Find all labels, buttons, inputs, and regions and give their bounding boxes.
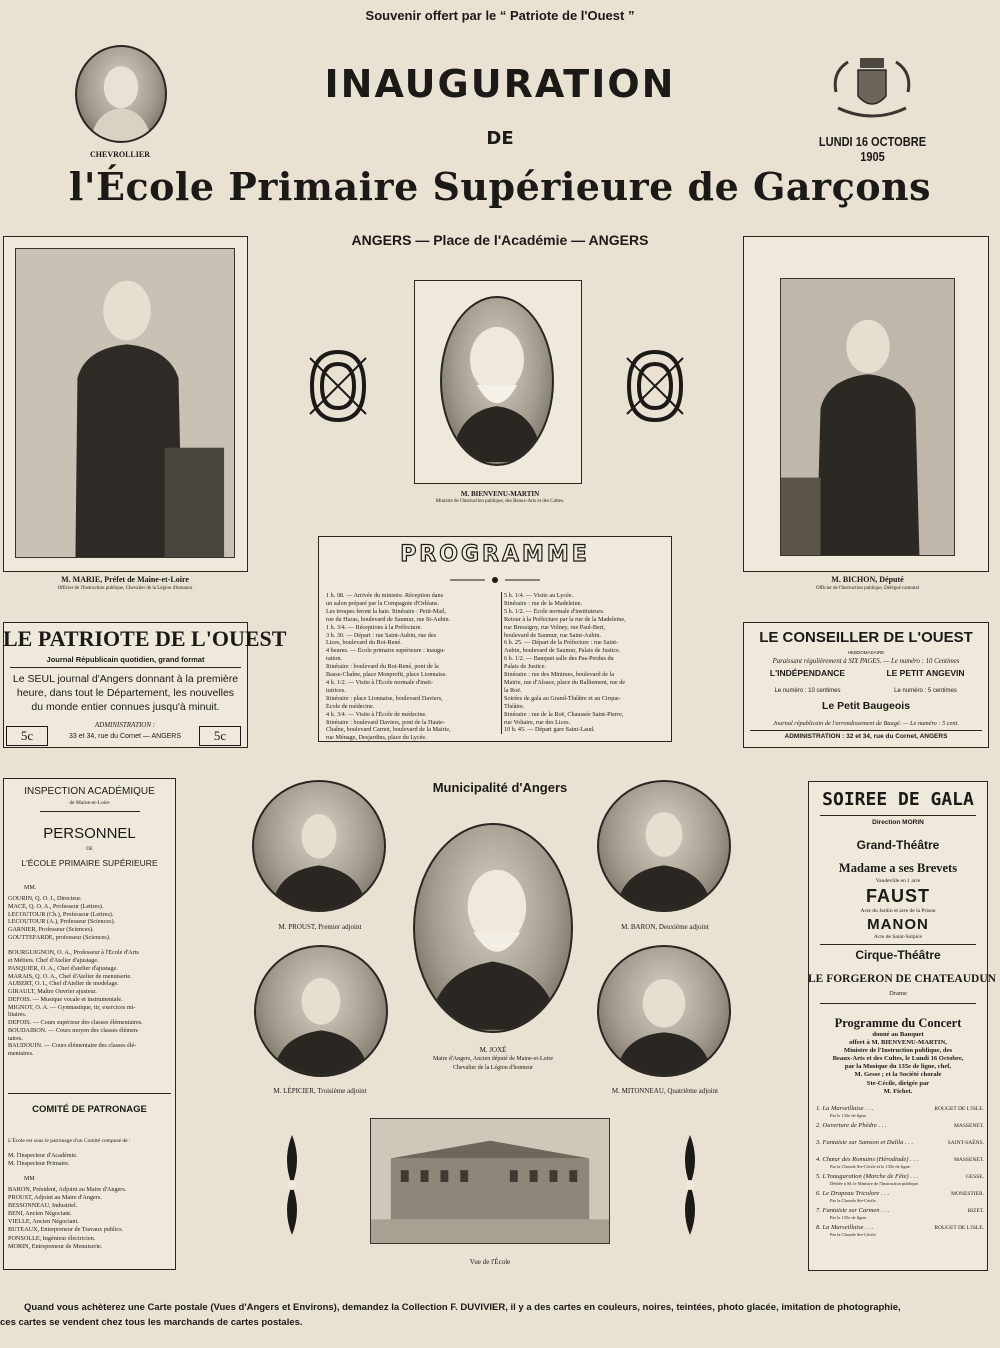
- programme-line: 4 h. 3/4. — Visite à l'École de médecine.: [326, 710, 427, 718]
- comite-member: BESSONNEAU, Industriel.: [8, 1202, 78, 1210]
- chevrollier-portrait: [75, 45, 167, 143]
- comite-members-list: [8, 1186, 173, 1251]
- person-icon: [442, 298, 552, 462]
- baron-caption: M. BARON, Deuxième adjoint: [621, 923, 709, 931]
- bust-icon: [77, 47, 165, 141]
- concert-item-title: 7. Fantaisie sur Carmen . . .: [816, 1207, 890, 1214]
- marie-name: M. MARIE, Préfet de Maine-et-Loire: [61, 575, 189, 584]
- souvenir-line: Souvenir offert par le “ Patriote de l'Ouest ”: [365, 8, 635, 23]
- baron-photo: [597, 780, 731, 912]
- concert-item: [816, 1190, 984, 1198]
- mitonneau-caption: M. MITONNEAU, Quatrième adjoint: [611, 1087, 719, 1095]
- staff-line: GOUTTEFARDE, professeur (Sciences).: [8, 933, 111, 941]
- concert-item-performer: Par le 135e de ligne.: [830, 1215, 867, 1220]
- concert-item-performer: [816, 1130, 984, 1136]
- concert-item-performer: Par la Chorale Ste-Cécile.: [830, 1232, 877, 1237]
- patriote-subtitle: Journal Républicain quotidien, grand format: [46, 655, 205, 664]
- bichon-name: M. BICHON, Député: [831, 575, 904, 584]
- location-line: ANGERS — Place de l'Académie — ANGERS: [351, 232, 649, 248]
- programme-line: rue Ménage, Desjardins, place du Lycée.: [326, 734, 427, 742]
- inspection-title: INSPECTION ACADÉMIQUE: [24, 786, 155, 797]
- programme-line: Lices, boulevard du Roi-René.: [326, 639, 402, 647]
- municipalite-title: Municipalité d'Angers: [432, 780, 568, 795]
- concert-item: [816, 1156, 984, 1164]
- soiree-rule2: [820, 944, 976, 945]
- footer-line2: ces cartes se vendent chez tous les marchands de cartes postales.: [0, 1317, 303, 1328]
- concert-item-composer: SAINT-SAËNS.: [947, 1140, 984, 1146]
- concert-desc-line: Ste-Cécile, dirigée par: [866, 1079, 930, 1087]
- divider-ornament-icon: [450, 570, 540, 580]
- person-icon: [599, 947, 729, 1075]
- vue-caption: Vue de l'École: [469, 1258, 511, 1266]
- building-icon: [371, 1119, 609, 1243]
- programme-line: un salon préparé par la Compagnie d'Orléans.: [326, 599, 439, 607]
- concert-item-title: 5. L'Inauguration (Marche de Fête) . . .: [816, 1173, 919, 1180]
- comite-member: MORIN, Entrepreneur de Menuiserie.: [8, 1242, 103, 1250]
- comite-line: M. l'Inspecteur d'Académie.: [8, 1152, 78, 1159]
- person-icon: [781, 279, 954, 555]
- inspection-rule: [40, 811, 140, 812]
- concert-item-composer: GESSE.: [965, 1174, 984, 1180]
- staff-line: taires.: [8, 1034, 23, 1042]
- comite-member: PROUST, Adjoint au Maire d'Angers.: [8, 1194, 102, 1202]
- concert-item-performer: Dédiée à M. le Ministre de l'Instruction publique.: [830, 1181, 919, 1186]
- staff-line: LECOUTOUR (A.), Professeur (Sciences).: [8, 918, 116, 926]
- concert-desc-line: Ministre de l'Instruction publique, des: [843, 1047, 953, 1055]
- faust-desc: Acte du Jardin et acte de la Prison: [860, 908, 936, 914]
- programme-right-column: [504, 592, 668, 734]
- staff-line: GOURIN, Q. O. I., Directeur.: [8, 895, 82, 902]
- title-de: DE: [486, 128, 514, 149]
- personnel-title: PERSONNEL: [43, 825, 136, 842]
- staff-line: mentaires.: [8, 1050, 34, 1057]
- programme-line: Itinéraire : rue de la Madeleine.: [504, 599, 582, 607]
- bichon-photo: [780, 278, 955, 556]
- comite-member: BUTEAUX, Entrepreneur de Travaux publics.: [8, 1226, 124, 1234]
- conseiller-line1: Paraissant régulièrement à SIX PAGES. — Le numéro : 10 Centimes: [772, 658, 960, 665]
- marie-title: Officier de l'Instruction publique, Chevalier de la Légion d'honneur: [57, 586, 193, 591]
- concert-item: [816, 1139, 984, 1147]
- title-school: l'École Primaire Supérieure de Garçons: [68, 164, 932, 209]
- bichon-title: Officier de l'Instruction publique, Délégué cantonal: [816, 586, 919, 591]
- mitonneau-photo: [597, 945, 731, 1077]
- personnel-de: DE: [86, 847, 93, 852]
- comite-mm: MM: [24, 1176, 35, 1182]
- patriote-price-right: 5c: [199, 726, 241, 746]
- concert-item-title: 6. Le Drapeau Tricolore . . .: [816, 1190, 890, 1197]
- comite-member: PONSOLLE, Ingénieur électricien.: [8, 1234, 96, 1242]
- programme-line: 3 h. 30. — Départ : rue Saint-Aubin, rue des: [326, 631, 436, 639]
- angevin-title: LE PETIT ANGEVIN: [886, 668, 965, 678]
- comite-line: M. l'Inspecteur Primaire.: [8, 1160, 70, 1167]
- conseiller-hebdo: HEBDOMADAIRE: [847, 650, 885, 655]
- patriote-body: Le SEUL journal d'Angers donnant à la première heure, dans tout le Département, les nouvelles du monde entier connues jusqu'à minuit.: [12, 673, 239, 713]
- school-photo: [370, 1118, 610, 1244]
- vertical-ornament-right-icon: [678, 1135, 702, 1235]
- bienvenu-title: Ministre de l'Instruction publique, des Beaux-Arts et des Cultes.: [435, 499, 565, 504]
- concert-desc-line: M. Fichet.: [883, 1087, 913, 1095]
- programme-line: Retour à la Préfecture par la rue de la Madeleine,: [504, 615, 626, 623]
- concert-description: [810, 1031, 986, 1096]
- programme-line: Itinéraire : rue des Minimes, boulevard de la: [504, 671, 614, 679]
- staff-line: PASQUIER, O. A., Chef d'atelier d'ajustage.: [8, 964, 118, 972]
- concert-item-composer: MASSENET.: [954, 1157, 984, 1163]
- concert-item-title: 8. La Marseillaise . . .: [816, 1224, 874, 1231]
- concert-item: [816, 1105, 984, 1113]
- programme-line: ration.: [326, 655, 342, 663]
- patriote-address: 33 et 34, rue du Cornet — ANGERS: [68, 733, 182, 740]
- concert-item-performer: [816, 1147, 984, 1153]
- programme-divider: [501, 592, 502, 734]
- programme-line: rue du Haras, boulevard de Saumur, rue St-Aubin.: [326, 615, 451, 623]
- programme-line: 4 h. 1/2. — Visite à l'École normale d'insti-: [326, 678, 433, 686]
- marie-photo: [15, 248, 235, 558]
- programme-line: 5 h. 1/2. — École normale d'instituteurs.: [504, 607, 605, 615]
- programme-line: 1 h. 08. — Arrivée du ministre. Réception dans: [326, 592, 444, 599]
- concert-item-title: 3. Fantaisie sur Samson et Dalila . . .: [816, 1139, 914, 1146]
- conseiller-admin: ADMINISTRATION : 32 et 34, rue du Cornet, ANGERS: [784, 733, 948, 740]
- patriote-admin-label: ADMINISTRATION :: [94, 721, 156, 729]
- joxe-photo: [413, 823, 573, 1033]
- staff-line: BOURGUIGNON, O. A., Professeur à l'École d'Arts: [8, 949, 139, 957]
- concert-item-title: 4. Chœur des Romains (Hérodiade) . . .: [816, 1156, 919, 1163]
- staff-line: MACÉ, Q. O. A., Professeur (Lettres).: [8, 902, 104, 910]
- joxe-title1: Maire d'Angers, Ancien député de Maine-et-Loire: [432, 1056, 554, 1062]
- comite-member: VIELLE, Ancien Négociant.: [8, 1218, 79, 1226]
- madame-desc: Vaudeville en 1 acte: [875, 878, 921, 884]
- ornament-right-icon: [625, 346, 685, 426]
- title-inauguration: INAUGURATION: [324, 62, 676, 106]
- vertical-ornament-left-icon: [280, 1135, 304, 1235]
- personnel-mm: MM.: [24, 885, 37, 891]
- programme-line: Palais de Justice.: [504, 663, 547, 671]
- programme-line: Théâtre.: [504, 702, 525, 710]
- ornament-left-icon: [308, 346, 368, 426]
- concert-item-composer: MONESTIER.: [951, 1191, 984, 1197]
- programme-line: tutrices.: [326, 686, 346, 694]
- staff-line: MARAIS, Q. O. A., Chef d'Atelier de menuiserie.: [8, 972, 132, 980]
- grand-theatre: Grand-Théâtre: [856, 838, 940, 852]
- staff-line: MIGNOT, O. A. — Gymnastique, tir, exercices mi-: [8, 1003, 136, 1011]
- programme-line: Itinéraire : rue de la Roë, Chaussée Saint-Pierre,: [504, 710, 624, 718]
- programme-title: PROGRAMME: [400, 542, 590, 567]
- footer-line1: Quand vous achèterez une Carte postale (Vues d'Angers et Environs), demandez la Collection F. DUVIVIER, il y a des cartes en couleurs, noires, teintées, photo glacée, imitation de photographie,: [24, 1302, 901, 1313]
- programme-line: rue Bressigny, rue Volney, rue Paul-Bert,: [504, 623, 606, 631]
- comite-top-list: [8, 1152, 173, 1168]
- programme-line: Itinéraire : boulevard du Roi-René, pont de la: [326, 663, 439, 671]
- concert-desc-line: M. Gesse ; et la Société chorale: [854, 1071, 942, 1079]
- concert-title: Programme du Concert: [834, 1016, 962, 1030]
- programme-line: rue Voltaire, rue des Lices.: [504, 718, 571, 726]
- comite-member: BARON, Président, Adjoint au Maire d'Angers.: [8, 1186, 127, 1193]
- person-icon: [254, 782, 384, 910]
- concert-desc-line: donné au Banquet: [872, 1031, 924, 1038]
- patriote-title: LE PATRIOTE DE L'OUEST: [3, 626, 287, 651]
- angevin-price: Le numéro : 5 centimes: [894, 688, 957, 694]
- independance-title: L'INDÉPENDANCE: [769, 668, 846, 678]
- programme-line: 5 h. 1/4. — Visite au Lycée.: [504, 592, 574, 599]
- staff-line: GIRAULT, Maître Ouvrier ajusteur.: [8, 988, 97, 995]
- concert-desc-line: par la Musique du 135e de ligne, chef,: [844, 1063, 952, 1071]
- programme-line: Aubin, boulevard de Saumur, Palais de Justice.: [504, 647, 621, 655]
- concert-desc-line: offert à M. BIENVENU-MARTIN,: [849, 1039, 947, 1047]
- person-icon: [16, 249, 234, 557]
- staff-line: LECOUTOUR (Ch.), Professeur (Lettres).: [8, 910, 114, 918]
- soiree-direction: Direction MORIN: [872, 819, 924, 826]
- staff-line: AUBERT, O. I., Chef d'Atelier de modelage.: [8, 980, 119, 988]
- comite-member: BENI, Ancien Négociant.: [8, 1210, 72, 1218]
- concert-item-performer: Par la Chorale Ste-Cécile.: [830, 1198, 877, 1203]
- comite-intro: L'École est sous le patronage d'un Comité composé de :: [8, 1138, 131, 1144]
- bienvenu-name: M. BIENVENU-MARTIN: [460, 490, 540, 498]
- concert-item: [816, 1122, 984, 1130]
- concert-item: [816, 1224, 984, 1232]
- staff-line: [8, 942, 173, 950]
- inspection-subtitle: de Maine-et-Loire: [69, 800, 110, 806]
- comite-title: COMITÉ DE PATRONAGE: [32, 1104, 147, 1115]
- staff-line: DEFOIS. — Cours supérieur des classes élémentaires.: [8, 1019, 143, 1026]
- conseiller-title: LE CONSEILLER DE L'OUEST: [759, 629, 973, 646]
- baugeois-title: Le Petit Baugeois: [821, 700, 911, 712]
- programme-line: Itinéraire : place Lionnaise, boulevard Daviers,: [326, 694, 443, 702]
- baugeois-desc: Journal républicain de l'arrondissement de Baugé. — Le numéro : 5 cent.: [773, 720, 959, 727]
- concert-item-composer: ROUGET DE L'ISLE.: [934, 1225, 984, 1231]
- proust-caption: M. PROUST, Premier adjoint: [278, 923, 362, 931]
- chevrollier-caption: CHEVROLLIER: [89, 150, 150, 159]
- staff-line: et Métiers. Chef d'Atelier d'ajustage.: [8, 957, 99, 964]
- lepicier-caption: M. LÉPICIER, Troisième adjoint: [273, 1087, 367, 1095]
- soiree-rule1: [820, 815, 976, 816]
- forgeron-title: LE FORGERON DE CHATEAUDUN: [808, 973, 996, 985]
- programme-line: 1 h. 3/4. — Réceptions à la Préfecture.: [326, 623, 422, 631]
- independance-price: Le numéro : 10 centimes: [774, 688, 841, 694]
- programme-line: Chaîne, boulevard Carnot, boulevard de la Mairie,: [326, 726, 451, 734]
- lepicier-photo: [254, 945, 388, 1077]
- staff-line: litaires.: [8, 1011, 27, 1019]
- concert-item: [816, 1173, 984, 1181]
- madame-title: Madame a ses Brevets: [838, 861, 958, 875]
- concert-program-list: [816, 1102, 984, 1238]
- concert-item-performer: Par la Chorale Ste-Cécile et le 135e de ligne.: [830, 1164, 911, 1169]
- proust-photo: [252, 780, 386, 912]
- comite-rule: [8, 1093, 171, 1094]
- programme-line: Les troupes feront la haie. Itinéraire : Petit-Mail,: [326, 607, 447, 615]
- programme-left-column: [326, 592, 498, 742]
- bienvenu-photo: [440, 296, 554, 466]
- programme-line: 6 h. 1/2. — Banquet salle des Pas-Perdus du: [504, 655, 614, 663]
- concert-item-title: 2. Ouverture de Phèdre . . .: [816, 1122, 887, 1129]
- date: LUNDI 16 OCTOBRE 1905: [818, 134, 927, 164]
- concert-item-performer: Par le 135e de ligne.: [830, 1113, 867, 1118]
- manon-desc: Acte de Saint-Sulpice: [874, 934, 922, 940]
- joxe-title2: Chevalier de la Légion d'honneur: [452, 1065, 534, 1071]
- patriote-rule: [10, 667, 241, 668]
- person-icon: [415, 825, 571, 1030]
- faust-title: FAUST: [865, 886, 930, 906]
- forgeron-drame: Drame: [889, 990, 907, 997]
- staff-list: [8, 895, 173, 1058]
- coat-of-arms-icon: [828, 52, 916, 124]
- staff-line: BOUDAIBON. — Cours moyen des classes élémen-: [8, 1026, 140, 1034]
- staff-line: DEFOIS. — Musique vocale et instrumentale.: [8, 995, 123, 1003]
- concert-item-composer: MASSENET.: [954, 1123, 984, 1129]
- programme-line: Itinéraire : boulevard Daviers, pont de la Haute-: [326, 718, 445, 726]
- programme-line: 6 h. 25. — Départ de la Préfecture : rue Saint-: [504, 639, 619, 647]
- programme-line: la Roë.: [504, 686, 522, 694]
- programme-line: Soirées de gala au Grand-Théâtre et au Cirque-: [504, 694, 621, 702]
- staff-line: GARNIER, Professeur (Sciences).: [8, 926, 94, 933]
- programme-line: 4 heures. — École primaire supérieure : inaugu-: [326, 647, 446, 655]
- soiree-title: SOIREE DE GALA: [822, 789, 974, 810]
- programme-line: Mairie, rue d'Alsace, place du Ralliement, rue de: [504, 678, 626, 686]
- programme-line: École de médecine.: [326, 702, 375, 710]
- concert-desc-line: Beaux-Arts et des Cultes, le Lundi 16 Octobre,: [832, 1055, 964, 1063]
- programme-line: Basse-Chaîne, place Monprofit, place Lionnaise.: [326, 671, 447, 679]
- manon-title: MANON: [867, 916, 929, 933]
- personnel-school: L'ÉCOLE PRIMAIRE SUPÉRIEURE: [21, 858, 158, 868]
- concert-item-title: 1. La Marseillaise . . .: [816, 1105, 874, 1112]
- programme-line: boulevard de Saumur, rue Saint-Aubin.: [504, 631, 602, 639]
- programme-line: 10 h. 45. — Départ gare Saint-Laud.: [504, 726, 595, 734]
- concert-item: [816, 1207, 984, 1215]
- concert-item-composer: BIZET.: [967, 1208, 984, 1214]
- person-icon: [256, 947, 386, 1075]
- soiree-rule3: [820, 1003, 976, 1004]
- conseiller-rule: [750, 730, 982, 731]
- joxe-name: M. JOXÉ: [479, 1046, 507, 1054]
- cirque-theatre: Cirque-Théâtre: [855, 948, 941, 962]
- person-icon: [599, 782, 729, 910]
- staff-line: BAUDOUIN. — Cours élémentaire des classes élé-: [8, 1042, 137, 1050]
- patriote-price-left: 5c: [6, 726, 48, 746]
- concert-item-composer: ROUGET DE L'ISLE.: [934, 1106, 984, 1112]
